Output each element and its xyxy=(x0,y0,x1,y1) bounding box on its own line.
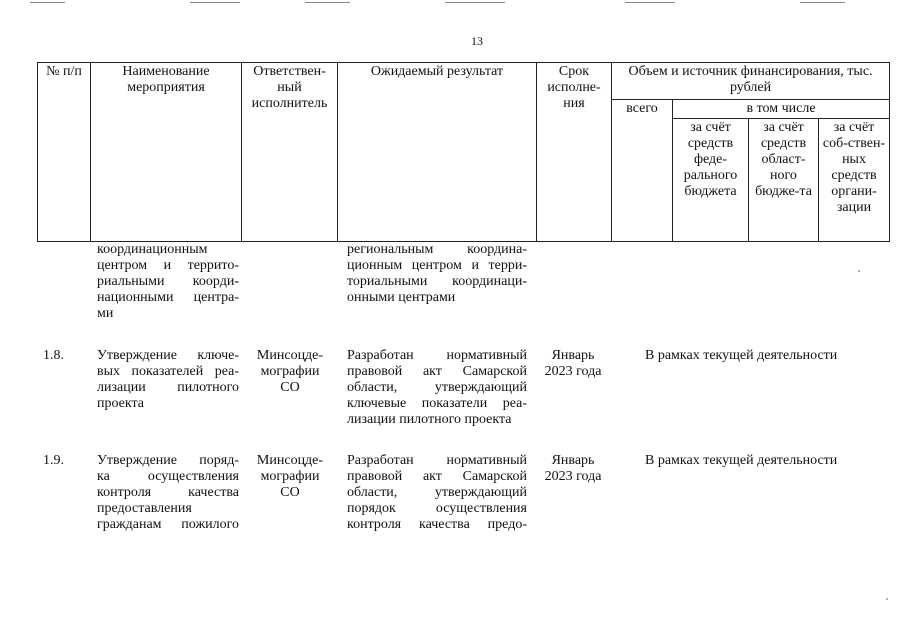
row-responsible: Минсоцде- мографии СО xyxy=(256,348,324,395)
scan-speck xyxy=(858,270,860,272)
row-number: 1.9. xyxy=(43,453,64,468)
row-term: Январь 2023 года xyxy=(544,453,602,484)
row-name: Утверждение поряд- ка осуществления контроля качества предоставления гражданам пожилого xyxy=(97,453,239,532)
continuation-name: координационным центром и террито- риальными коорди- национными центра- ми xyxy=(97,242,239,321)
row-finance: В рамках текущей деятельности xyxy=(645,453,838,468)
header-col-total: всего xyxy=(612,100,673,242)
row-term: Январь 2023 года xyxy=(544,348,602,379)
row-name: Утверждение ключе- вых показателей реа- лизации пилотного проекта xyxy=(97,348,239,411)
row-number: 1.8. xyxy=(43,348,64,363)
header-col-no: № п/п xyxy=(38,63,91,242)
header-col-regional: за счёт средств област-ного бюдже-та xyxy=(749,119,819,242)
row-responsible: Минсоцде- мографии СО xyxy=(256,453,324,500)
header-col-term: Срок исполне-ния xyxy=(537,63,612,242)
row-result: Разработан нормативный правовой акт Самарской области, утверждающий порядок осуществления контроля качества предо- xyxy=(347,453,527,532)
header-col-responsible: Ответствен-ный исполнитель xyxy=(242,63,338,242)
header-col-result: Ожидаемый результат xyxy=(338,63,537,242)
header-col-finance: Объем и источник финансирования, тыс. рублей xyxy=(612,63,890,100)
header-col-name: Наименование мероприятия xyxy=(91,63,242,242)
header-col-including: в том числе xyxy=(673,100,890,119)
row-result: Разработан нормативный правовой акт Самарской области, утверждающий ключевые показатели реа- лизации пилотного проекта xyxy=(347,348,527,427)
continuation-result: региональным координа- ционным центром и терри- ториальными координаци- онными центрами xyxy=(347,242,527,305)
row-finance: В рамках текущей деятельности xyxy=(645,348,838,363)
header-col-own: за счёт соб-ствен-ных средств органи-зации xyxy=(819,119,890,242)
header-col-federal: за счёт средств феде-рального бюджета xyxy=(673,119,749,242)
table-header xyxy=(37,62,890,242)
page-number: 13 xyxy=(471,34,483,48)
scan-speck xyxy=(886,598,888,600)
top-scan-lines xyxy=(0,0,905,6)
